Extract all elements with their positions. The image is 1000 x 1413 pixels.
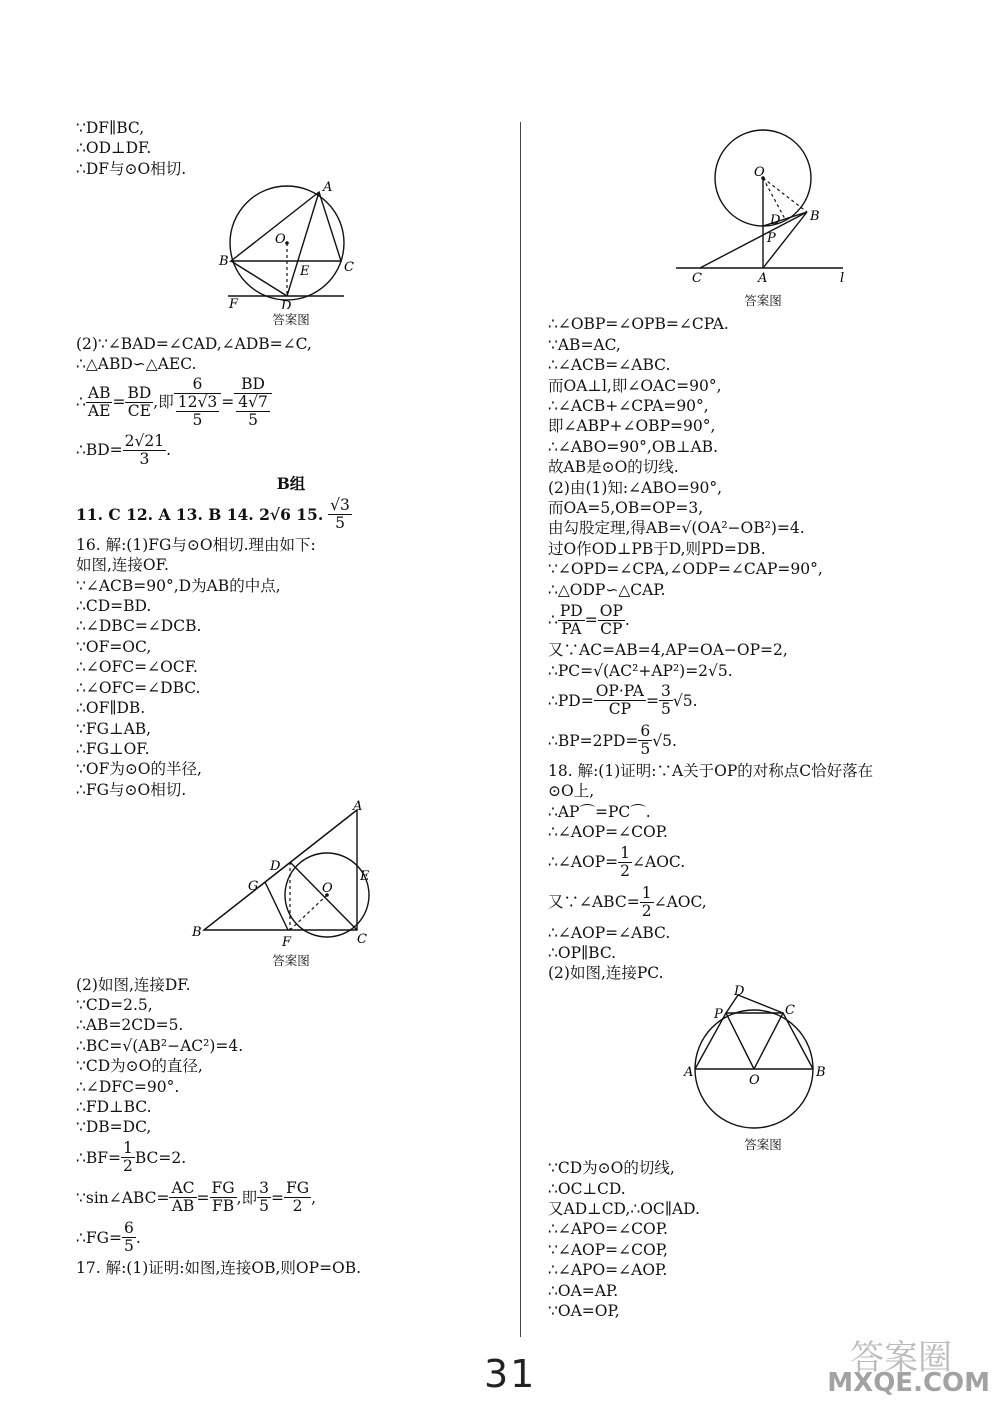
group-heading: B组 <box>276 474 306 494</box>
label-d: D <box>734 983 745 999</box>
label-b: B <box>219 254 229 270</box>
text-line: ∴BC=√(AB²−AC²)=4. <box>76 1036 244 1055</box>
label-l: l <box>840 271 845 286</box>
text-line: ∴OD⊥DF. <box>76 139 152 158</box>
text-line: ∵FG⊥AB, <box>76 719 152 738</box>
figure-caption: 答案图 <box>272 312 310 328</box>
text-line: ∴AP⌒=PC⌒. <box>548 802 651 821</box>
label-b: B <box>816 1064 826 1080</box>
watermark-text: MXQE.COM <box>827 1368 990 1398</box>
text-line: ∴△ODP∽△CAP. <box>548 580 666 599</box>
text-line: ∵CD为⊙O的切线, <box>548 1159 675 1178</box>
text-line: 由勾股定理,得AB=√(OA²−OB²)=4. <box>548 519 805 538</box>
text-line: ∵OA=OP, <box>548 1302 620 1320</box>
label-a: A <box>758 271 768 286</box>
left-column <box>76 118 506 1278</box>
text-line: ∴∠DBC=∠DCB. <box>76 617 202 636</box>
fraction-line: ∴BF= $\frac{1}{2}$ BC=2. <box>76 1139 187 1176</box>
text-line: ∵∠OPD=∠CPA,∠ODP=∠CAP=90°, <box>548 560 823 579</box>
text-line: ∴FG⊥OF. <box>76 739 150 758</box>
label-f: F <box>229 297 239 310</box>
label-o: O <box>322 881 333 897</box>
label-a: A <box>353 800 363 815</box>
text-line: ∵CD为⊙O的直径, <box>76 1057 203 1076</box>
text-line: (2)如图,连接DF. <box>76 975 191 994</box>
fraction-line: ∴BP=2PD= $\frac{6}{5}$ √5. <box>548 722 677 759</box>
text-line: ∴∠ABO=90°,OB⊥AB. <box>548 437 719 456</box>
label-c: C <box>344 260 354 276</box>
label-b: B <box>192 925 202 941</box>
label-d: D <box>270 859 281 875</box>
fraction-line: ∴∠AOP= $\frac{1}{2}$ ∠AOC. <box>548 844 686 881</box>
label-p: P <box>714 1006 723 1022</box>
text-line: ∴∠ACB+∠CPA=90°, <box>548 397 709 416</box>
text-line: ∴∠AOP=∠COP. <box>548 823 668 842</box>
text-line: ∵OF为⊙O的半径, <box>76 760 202 779</box>
text-line: (2)由(1)知:∠ABO=90°, <box>548 478 723 497</box>
figure-semicircle-trapezoid <box>548 984 978 1134</box>
text-line: 过O作OD⊥PB于D,则PD=DB. <box>548 539 766 558</box>
text-line: ∴FG与⊙O相切. <box>76 780 187 799</box>
text-line: 又∵AC=AB=4,AP=OA−OP=2, <box>548 641 788 660</box>
fraction-line: ∴BD= $\frac{2√21}{3}$ . <box>76 431 172 468</box>
text-line: ∴OC⊥CD. <box>548 1179 626 1198</box>
figure-right-triangle-circle <box>76 800 506 950</box>
figure-caption: 答案图 <box>744 293 782 308</box>
label-c: C <box>357 932 367 948</box>
text-line: ∴∠DFC=90°. <box>76 1077 180 1096</box>
label-c: C <box>785 1002 795 1018</box>
figure-tangent-line-l <box>548 128 978 290</box>
text-line: ∴AB=2CD=5. <box>76 1016 184 1035</box>
text-line: ⊙O上, <box>548 782 595 801</box>
text-line: ∴△ABD∽△AEC. <box>76 355 197 374</box>
text-line: ∵∠ACB=90°,D为AB的中点, <box>76 576 281 595</box>
fraction-line: ∴ $\frac{PD}{PA}$ = $\frac{OP}{CP}$ . <box>548 601 630 638</box>
figure-caption: 答案图 <box>272 953 310 969</box>
label-b: B <box>810 209 820 224</box>
fraction-line: 又∵∠ABC= $\frac{1}{2}$ ∠AOC, <box>548 884 707 921</box>
label-a: A <box>684 1064 694 1080</box>
label-c: C <box>692 271 702 286</box>
text-line: (2)∵∠BAD=∠CAD,∠ADB=∠C, <box>76 334 312 353</box>
text-line: ∴∠APO=∠AOP. <box>548 1261 668 1280</box>
text-line: 而OA=5,OB=OP=3, <box>548 499 704 518</box>
label-g: G <box>248 879 259 895</box>
text-line: ∴∠OFC=∠DBC. <box>76 678 201 697</box>
text-line: ∵DB=DC, <box>76 1118 152 1137</box>
text-line: ∴DF与⊙O相切. <box>76 159 187 178</box>
figure-caption: 答案图 <box>744 1136 782 1152</box>
text-line: ∴OP∥BC. <box>548 943 617 962</box>
text-line: 而OA⊥l,即∠OAC=90°, <box>548 376 722 395</box>
label-p: P <box>767 231 776 246</box>
text-line: ∵CD=2.5, <box>76 995 153 1014</box>
label-e: E <box>300 264 310 280</box>
text-line: 18. 解:(1)证明:∵A关于OP的对称点C恰好落在 <box>548 761 874 780</box>
label-d: D <box>770 213 781 228</box>
text-line: ∵∠AOP=∠COP, <box>548 1240 668 1259</box>
page-number: 31 <box>484 1352 537 1396</box>
text-line: ∴PC=√(AC²+AP²)=2√5. <box>548 661 733 680</box>
right-column <box>548 128 978 1321</box>
text-line: ∴FD⊥BC. <box>76 1097 152 1116</box>
label-d: D <box>281 299 292 310</box>
fraction-line: ∴FG= $\frac{6}{5}$ . <box>76 1219 141 1256</box>
text-line: 如图,连接OF. <box>76 556 169 575</box>
column-divider <box>520 122 521 1337</box>
label-f: F <box>282 935 292 951</box>
text-line: 17. 解:(1)证明:如图,连接OB,则OP=OB. <box>76 1258 362 1277</box>
text-line: ∴∠AOP=∠ABC. <box>548 923 671 942</box>
fraction-line: ∴ $\frac{AB}{AE}$ = $\frac{BD}{CE}$ ,即 $\frac{6}{\frac{12√3}{5}}$ = $\frac{BD}{\frac{4√7}{5}}$ <box>76 374 506 430</box>
text-line: ∴∠OBP=∠OPB=∠CPA. <box>548 315 729 334</box>
text-line: ∵OF=OC, <box>76 637 152 656</box>
label-a: A <box>323 180 333 196</box>
text-line: ∴∠ACB=∠ABC. <box>548 356 671 375</box>
text-line: 故AB是⊙O的切线. <box>548 458 679 477</box>
text-line: ∴∠APO=∠COP. <box>548 1220 668 1239</box>
watermark-logo: 答案圈 <box>850 1338 952 1378</box>
figure-circle-tangent-df <box>76 179 506 309</box>
text-line: 又AD⊥CD,∴OC∥AD. <box>548 1199 700 1218</box>
label-e: E <box>360 869 370 885</box>
label-o: O <box>275 232 286 248</box>
text-line: ∴∠OFC=∠OCF. <box>76 658 198 677</box>
fraction-line: ∴PD= $\frac{OP\cdot PA}{CP}$ = $\frac{3}{5}$ √5. <box>548 682 698 719</box>
answers-line: 11. C 12. A 13. B 14. 2√6 15. $\frac{√3}{5}$ <box>76 496 350 533</box>
fraction-line: ∵sin∠ABC= $\frac{AC}{AB}$ = $\frac{FG}{FB}$ ,即 $\frac{3}{5}$ = $\frac{FG}{2}$ , <box>76 1179 317 1216</box>
text-line: ∴OA=AP. <box>548 1281 619 1300</box>
text-line: 16. 解:(1)FG与⊙O相切.理由如下: <box>76 535 316 554</box>
text-line: ∵DF∥BC, <box>76 119 145 137</box>
label-o: O <box>754 165 765 180</box>
text-line: ∵AB=AC, <box>548 335 621 354</box>
text-line: ∴CD=BD. <box>76 597 152 616</box>
text-line: 即∠ABP+∠OBP=90°, <box>548 417 716 436</box>
text-line: ∴OF∥DB. <box>76 699 146 718</box>
label-o: O <box>749 1072 760 1088</box>
text-line: (2)如图,连接PC. <box>548 964 664 983</box>
